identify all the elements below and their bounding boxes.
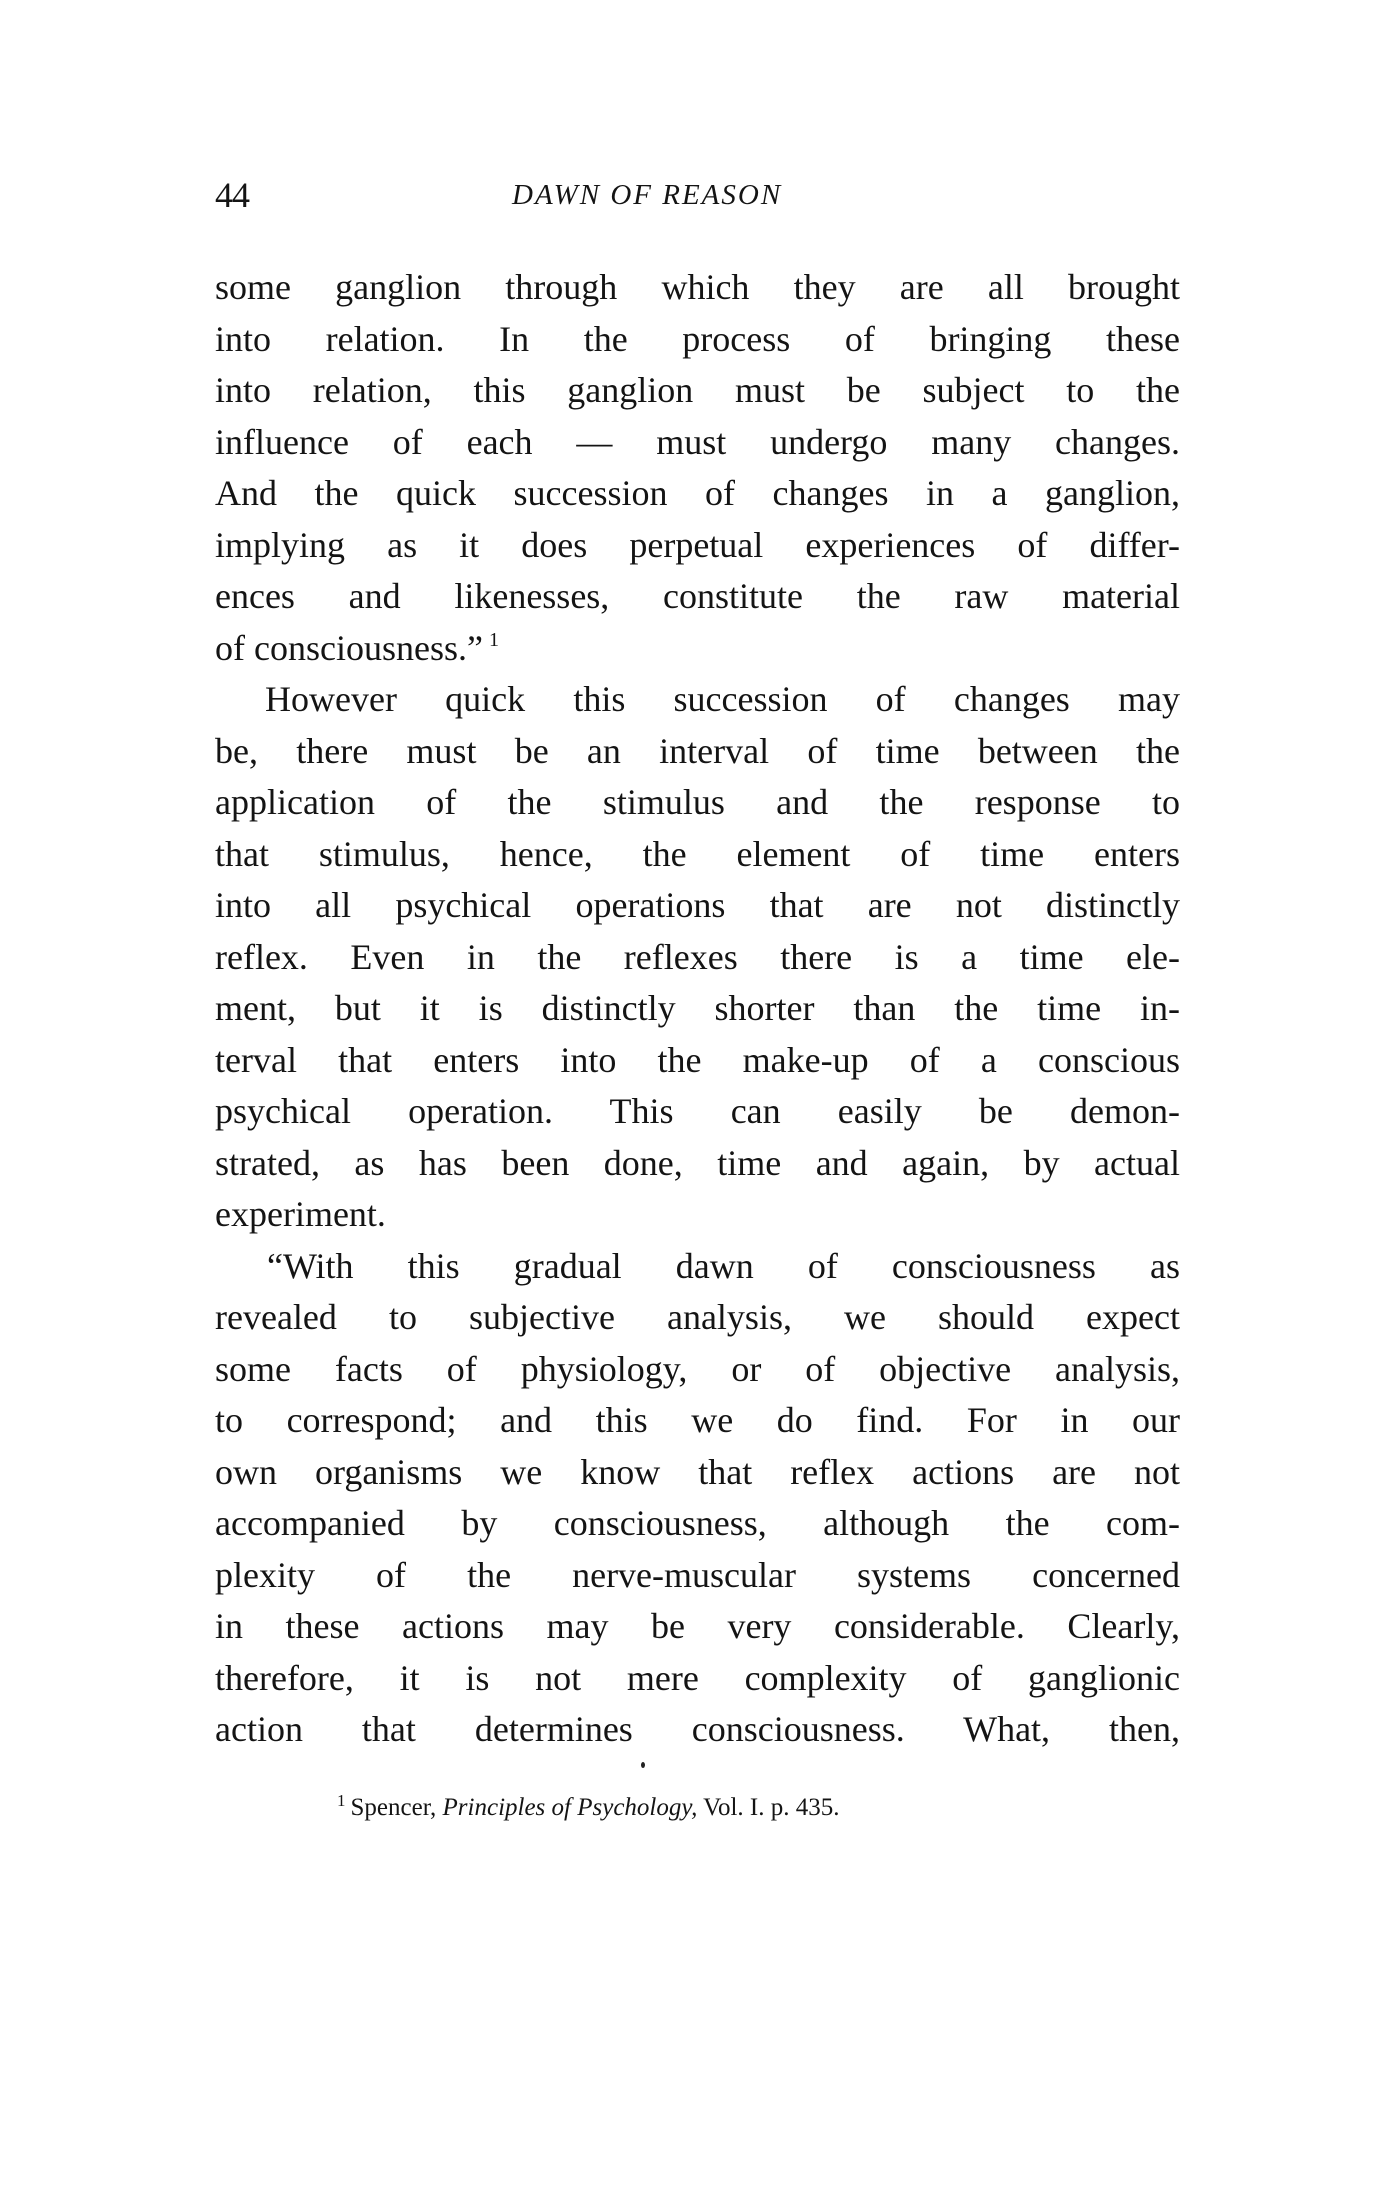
text-line: terval that enters into the make-up of a conscious (215, 1039, 1180, 1080)
body-text (215, 262, 1180, 1756)
text-line: into relation, this ganglion must be subject to the (215, 370, 1180, 410)
footnote-work-title: Principles of Psychology, (442, 1794, 698, 1821)
footnote-marker: 1 (337, 1791, 346, 1810)
text-line: influence of each — must undergo many changes. (215, 421, 1180, 462)
text-line: action that determines consciousness. What, then, (215, 1709, 1180, 1749)
text-line: application of the stimulus and the response to (215, 782, 1180, 822)
text-line: reflex. Even in the reflexes there is a time ele- (215, 936, 1180, 977)
text-line: plexity of the nerve-muscular systems concerned (215, 1554, 1180, 1595)
text-line: own organisms we know that reflex actions are not (215, 1451, 1180, 1492)
text-line: accompanied by consciousness, although the com- (215, 1503, 1180, 1543)
paragraph (215, 1241, 1180, 1756)
footnote-reference[interactable]: 1 (488, 628, 499, 651)
text-line: “With this gradual dawn of consciousness as (267, 1245, 1180, 1286)
text-line: ences and likenesses, constitute the raw material (215, 576, 1180, 616)
footnote-location: Vol. I. p. 435. (703, 1794, 840, 1821)
text-line: be, there must be an interval of time between the (215, 730, 1180, 771)
text-line: therefore, it is not mere complexity of ganglionic (215, 1657, 1180, 1698)
text-line: And the quick succession of changes in a ganglion, (215, 473, 1180, 513)
text-line (215, 623, 1180, 675)
text-line: psychical operation. This can easily be demon- (215, 1091, 1180, 1131)
running-head (215, 170, 1180, 220)
text-line: implying as it does perpetual experiences of differ- (215, 524, 1180, 565)
paragraph (215, 674, 1180, 1241)
footnote-author: Spencer, (350, 1794, 437, 1821)
text-line-content: of consciousness.” (215, 627, 483, 668)
text-line: some ganglion through which they are all brought (215, 267, 1180, 307)
text-line: that stimulus, hence, the element of time enters (215, 833, 1180, 874)
paragraph (215, 262, 1180, 674)
page-number: 44 (215, 175, 249, 215)
text-line: in these actions may be very considerable. Clearly, (215, 1606, 1180, 1646)
ink-speck (641, 1762, 645, 1768)
text-line: revealed to subjective analysis, we should expect (215, 1297, 1180, 1337)
text-line: into all psychical operations that are not distinctly (215, 885, 1180, 925)
text-line: into relation. In the process of bringing these (215, 318, 1180, 359)
text-line: ment, but it is distinctly shorter than the time in- (215, 988, 1180, 1028)
footnote (337, 1788, 840, 1828)
text-line: experiment. (215, 1194, 386, 1234)
text-line: some facts of physiology, or of objective analysis, (215, 1348, 1180, 1389)
text-line: to correspond; and this we do find. For in our (215, 1400, 1180, 1440)
running-title: DAWN OF REASON (512, 179, 783, 211)
text-line: strated, as has been done, time and again, by actual (215, 1142, 1180, 1183)
text-line: However quick this succession of changes may (265, 679, 1180, 719)
